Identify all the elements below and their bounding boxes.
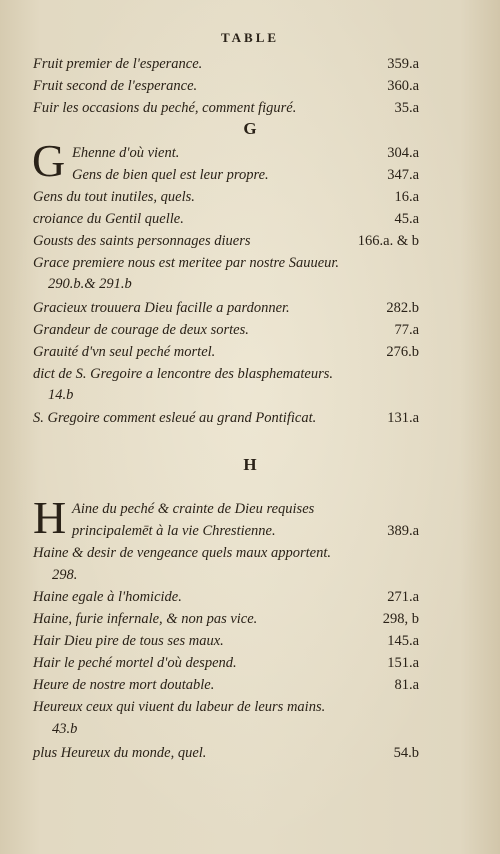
entry-text: Heure de nostre mort doutable. xyxy=(33,677,215,693)
index-entry xyxy=(72,499,419,519)
entry-page: 282.b xyxy=(386,300,419,316)
entry-page: 81.a xyxy=(394,677,419,693)
index-entry xyxy=(33,298,419,318)
entry-page: 271.a xyxy=(387,589,419,605)
entry-text: croiance du Gentil quelle. xyxy=(33,211,184,227)
entry-text: Hair le peché mortel d'où despend. xyxy=(33,655,237,671)
index-entry xyxy=(33,697,419,717)
drop-cap-g: G xyxy=(32,135,66,186)
entry-text: Grauité d'vn seul peché mortel. xyxy=(33,344,216,360)
index-entry xyxy=(33,253,419,273)
entry-text: Haine & desir de vengeance quels maux apportent. xyxy=(33,545,331,561)
entry-page: 360.a xyxy=(387,78,419,94)
entry-text: Heureux ceux qui viuent du labeur de leurs mains. xyxy=(33,699,326,715)
index-entry xyxy=(33,587,419,607)
entry-text: Grandeur de courage de deux sortes. xyxy=(33,322,249,338)
entry-text: Gens de bien quel est leur propre. xyxy=(72,167,269,183)
entry-page-continued: 43.b xyxy=(52,721,78,737)
running-head: TABLE xyxy=(220,30,280,45)
index-entry xyxy=(33,342,419,362)
entry-page: 347.a xyxy=(387,167,419,183)
entry-page: 16.a xyxy=(394,189,419,205)
drop-cap-h: H xyxy=(33,492,67,543)
entry-page-continued: 290.b.& 291.b xyxy=(48,276,132,292)
entry-page: 45.a xyxy=(394,211,419,227)
entry-text: Haine egale à l'homicide. xyxy=(33,589,182,605)
entry-page: 276.b xyxy=(386,344,419,360)
index-entry xyxy=(72,143,419,163)
entry-page: 151.a xyxy=(387,655,419,671)
entry-text: principalemēt à la vie Chrestienne. xyxy=(72,523,276,539)
index-entry xyxy=(33,364,419,384)
entry-text: Grace premiere nous est meritee par nostre Sauueur. xyxy=(33,255,340,271)
entry-page: 77.a xyxy=(394,322,419,338)
index-entry xyxy=(33,209,419,229)
entry-page: 166.a. & b xyxy=(357,233,419,249)
section-letter-g: G xyxy=(243,119,257,138)
entry-text: Fruit premier de l'esperance. xyxy=(33,56,203,72)
entry-page: 298, b xyxy=(382,611,419,627)
entry-text: plus Heureux du monde, quel. xyxy=(33,745,207,761)
entry-page: 389.a xyxy=(387,523,419,539)
entry-text: Hair Dieu pire de tous ses maux. xyxy=(33,633,224,649)
entry-text: Fruit second de l'esperance. xyxy=(33,78,198,94)
index-entry xyxy=(33,98,419,118)
entry-text: Gens du tout inutiles, quels. xyxy=(33,189,195,205)
entry-page: 54.b xyxy=(393,745,419,761)
index-entry xyxy=(33,743,419,763)
index-entry xyxy=(33,76,419,96)
entry-page: 359.a xyxy=(387,56,419,72)
entry-text: Fuir les occasions du peché, comment figuré. xyxy=(33,100,297,116)
index-entry xyxy=(33,653,419,673)
index-entry xyxy=(72,165,419,185)
section-letter-h: H xyxy=(243,455,257,474)
index-entry xyxy=(33,231,419,251)
index-entry xyxy=(33,609,419,629)
entry-text: Haine, furie infernale, & non pas vice. xyxy=(33,611,258,627)
entry-page-continued: 298. xyxy=(52,567,78,583)
entry-text: Ehenne d'où vient. xyxy=(72,145,180,161)
entry-text: Gracieux trouuera Dieu facille a pardonner. xyxy=(33,300,290,316)
entry-page-continued: 14.b xyxy=(48,387,74,403)
index-entry xyxy=(72,521,419,541)
entry-page: 304.a xyxy=(387,145,419,161)
index-entry xyxy=(33,54,419,74)
entry-page: 131.a xyxy=(387,410,419,426)
index-entry xyxy=(33,408,419,428)
entry-page: 145.a xyxy=(387,633,419,649)
entry-page: 35.a xyxy=(394,100,419,116)
index-entry xyxy=(33,675,419,695)
entry-text: S. Gregoire comment esleué au grand Pontificat. xyxy=(33,410,317,426)
entry-text: Aine du peché & crainte de Dieu requises xyxy=(72,501,315,517)
index-entry xyxy=(33,631,419,651)
index-entry xyxy=(33,320,419,340)
entry-text: Gousts des saints personnages diuers xyxy=(33,233,251,249)
index-entry xyxy=(33,543,419,563)
index-entry xyxy=(33,187,419,207)
entry-text: dict de S. Gregoire a lencontre des blasphemateurs. xyxy=(33,366,334,382)
